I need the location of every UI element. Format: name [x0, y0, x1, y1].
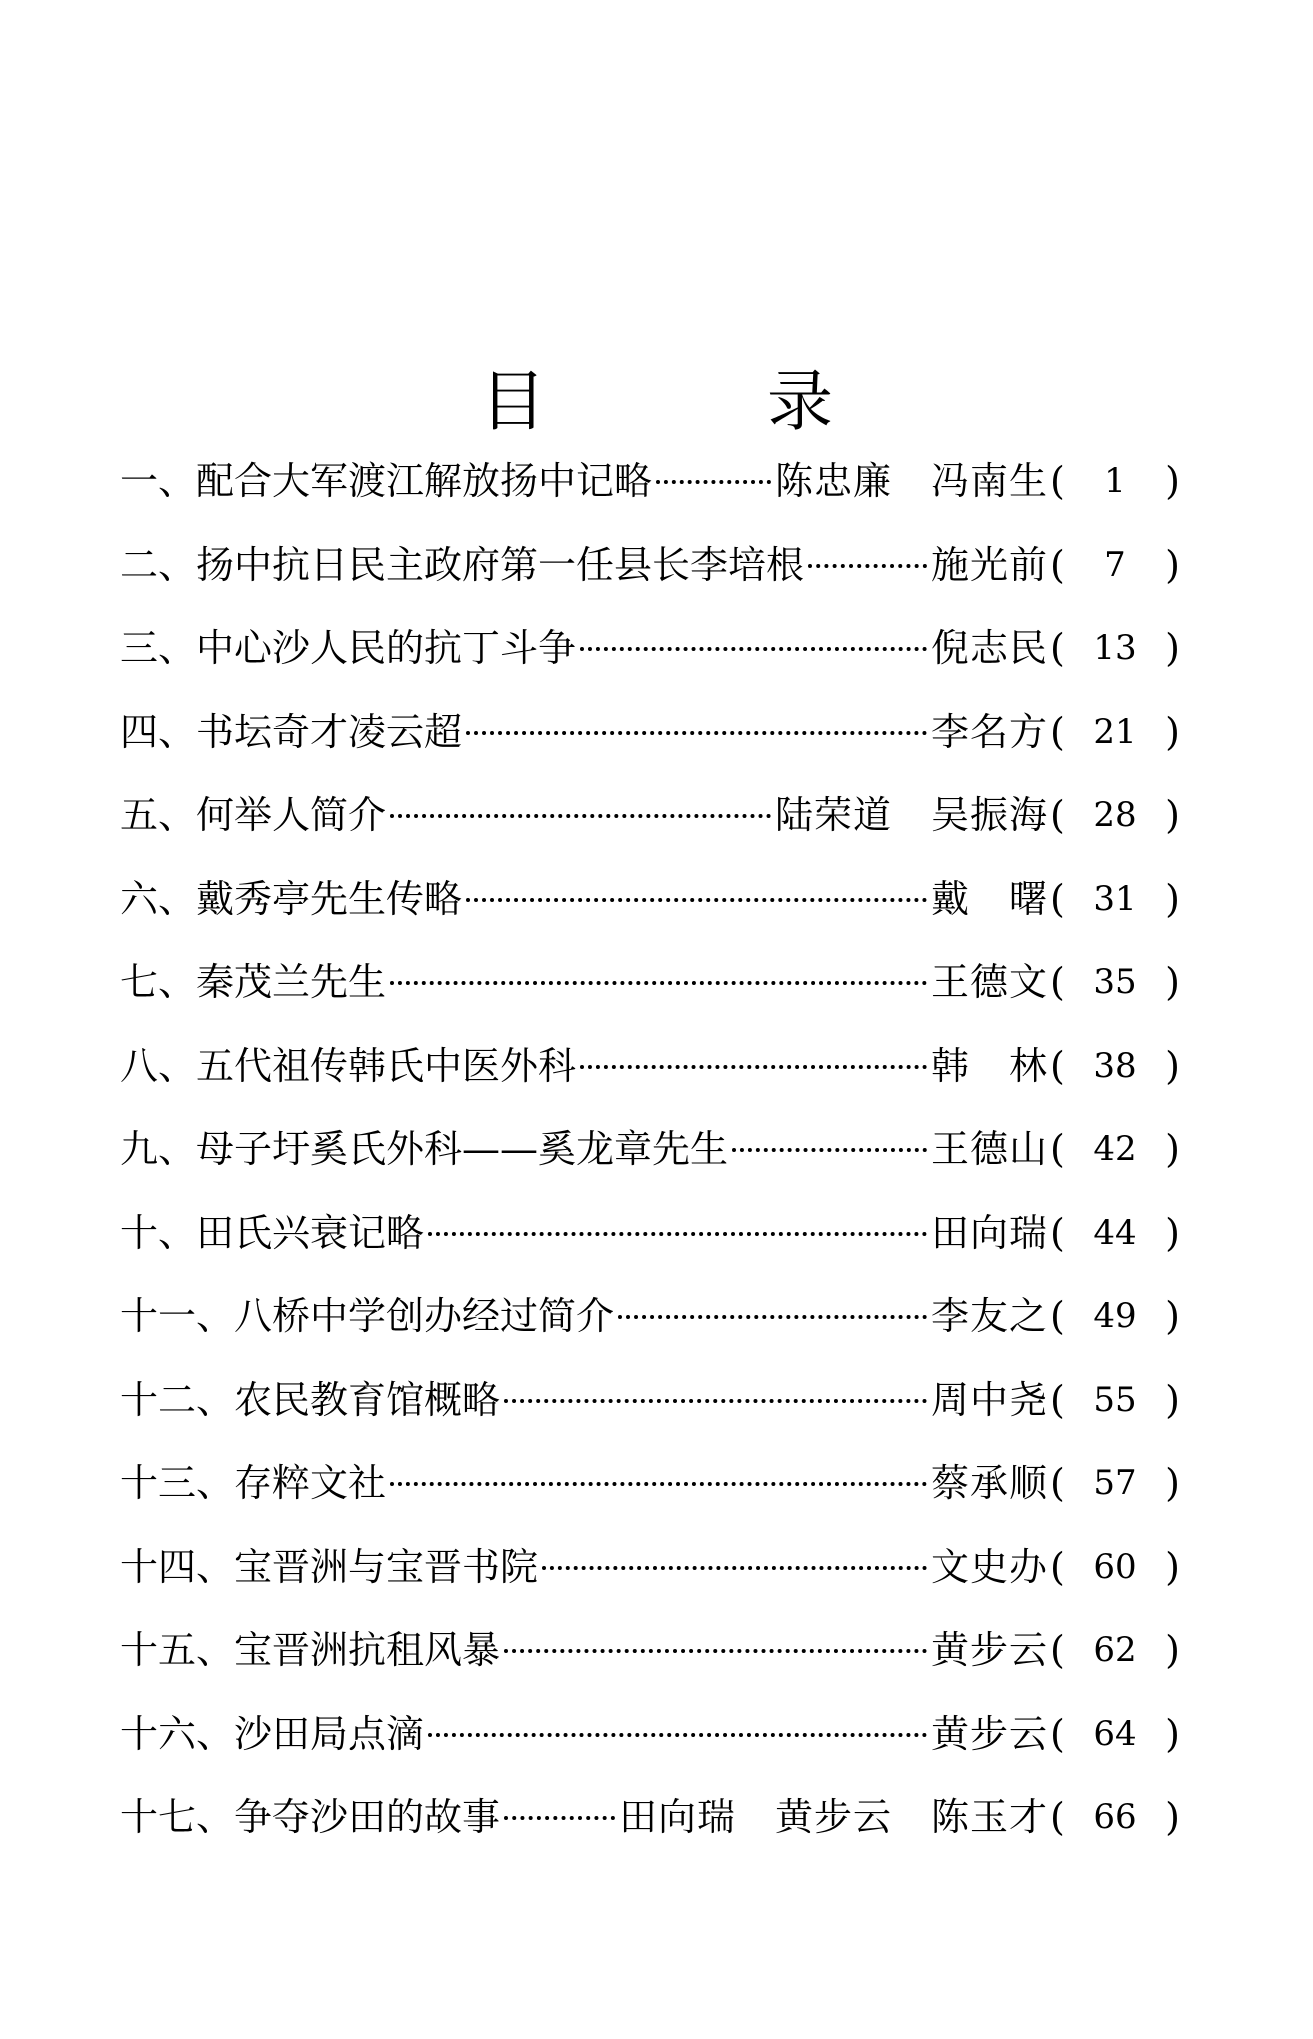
close-paren: ) [1165, 1294, 1180, 1338]
dot-leader [618, 1315, 927, 1319]
toc-entry-page-number: 64 [1093, 1713, 1137, 1754]
toc-entry-page-number: 31 [1093, 878, 1137, 919]
toc-entry-title: 十四、宝晋洲与宝晋书院 [120, 1544, 539, 1589]
toc-entry-page-ref [1050, 858, 1180, 942]
toc-entry-page-ref [1050, 440, 1180, 524]
toc-entry-title: 七、秦茂兰先生 [120, 960, 387, 1004]
toc-entry-page-number: 60 [1093, 1546, 1137, 1587]
toc-entry-page-ref [1050, 607, 1180, 691]
toc-entry-title: 十六、沙田局点滴 [120, 1711, 425, 1756]
toc-entry-page-ref [1050, 524, 1180, 608]
toc-entry-author: 黄步云 [930, 1711, 1048, 1756]
toc-entry [120, 1526, 1180, 1610]
toc-entry-author: 田向瑞 黄步云 陈玉才 [618, 1795, 1048, 1839]
toc-entry [120, 774, 1180, 858]
open-paren: ( [1050, 1628, 1065, 1672]
close-paren: ) [1165, 793, 1180, 837]
open-paren: ( [1050, 1544, 1065, 1589]
toc-entry-page-number: 28 [1093, 795, 1137, 835]
toc-entry-title: 五、何举人简介 [120, 793, 387, 837]
close-paren: ) [1165, 960, 1180, 1004]
toc-entry-author: 黄步云 [930, 1628, 1048, 1672]
toc-entry-author: 陆荣道 吴振海 [774, 793, 1048, 837]
close-paren: ) [1165, 709, 1180, 754]
toc-entry [120, 1442, 1180, 1526]
toc-entry-page-number: 55 [1093, 1379, 1137, 1420]
toc-entry-page-number: 49 [1093, 1296, 1137, 1336]
toc-entry-page-ref [1050, 1776, 1180, 1860]
toc-entry-page-ref [1050, 1192, 1180, 1276]
open-paren: ( [1050, 1294, 1065, 1338]
toc-entry [120, 1192, 1180, 1276]
toc-entry-page-ref [1050, 941, 1180, 1025]
open-paren: ( [1050, 1127, 1065, 1171]
close-paren: ) [1165, 1127, 1180, 1171]
toc-entry-author: 韩 林 [930, 1043, 1048, 1088]
toc-entry-author: 文史办 [930, 1544, 1048, 1589]
toc-entry-author: 王德山 [930, 1127, 1048, 1171]
table-of-contents [120, 440, 1180, 1860]
toc-entry-title: 十五、宝晋洲抗租风暴 [120, 1628, 501, 1672]
toc-entry-page-number: 62 [1093, 1630, 1137, 1670]
toc-entry-title: 一、配合大军渡江解放扬中记略 [120, 459, 653, 503]
dot-leader [466, 731, 927, 735]
toc-entry [120, 1693, 1180, 1777]
toc-entry [120, 524, 1180, 608]
dot-leader [390, 814, 771, 818]
toc-entry-title: 十一、八桥中学创办经过简介 [120, 1294, 615, 1338]
close-paren: ) [1165, 1043, 1180, 1088]
toc-entry-author: 王德文 [930, 960, 1048, 1004]
toc-entry-author: 施光前 [930, 542, 1048, 587]
open-paren: ( [1050, 1711, 1065, 1756]
toc-entry-page-number: 57 [1093, 1463, 1137, 1503]
open-paren: ( [1050, 542, 1065, 587]
close-paren: ) [1165, 626, 1180, 670]
toc-entry [120, 1776, 1180, 1860]
toc-entry-page-number: 21 [1093, 711, 1137, 752]
open-paren: ( [1050, 626, 1065, 670]
open-paren: ( [1050, 709, 1065, 754]
dot-leader [428, 1232, 927, 1236]
toc-entry [120, 691, 1180, 775]
toc-entry-page-number: 13 [1093, 628, 1137, 668]
toc-entry-page-ref [1050, 1359, 1180, 1443]
toc-entry-page-ref [1050, 1526, 1180, 1610]
toc-entry-title: 十、田氏兴衰记略 [120, 1210, 425, 1255]
toc-entry-page-ref [1050, 691, 1180, 775]
toc-entry [120, 941, 1180, 1025]
close-paren: ) [1165, 1711, 1180, 1756]
dot-leader [504, 1649, 927, 1653]
close-paren: ) [1165, 542, 1180, 587]
dot-leader [504, 1816, 615, 1820]
open-paren: ( [1050, 459, 1065, 503]
dot-leader [808, 564, 927, 568]
toc-entry-title: 十二、农民教育馆概略 [120, 1377, 501, 1422]
toc-entry-page-number: 7 [1104, 544, 1126, 585]
page-title: 目 录 [480, 363, 933, 441]
open-paren: ( [1050, 1795, 1065, 1839]
dot-leader [466, 898, 927, 902]
toc-entry [120, 1275, 1180, 1359]
toc-entry-author: 李名方 [930, 709, 1048, 754]
open-paren: ( [1050, 1461, 1065, 1505]
toc-entry [120, 1359, 1180, 1443]
toc-entry-page-number: 66 [1093, 1797, 1137, 1837]
toc-entry-author: 戴 曙 [930, 876, 1048, 921]
close-paren: ) [1165, 1795, 1180, 1839]
toc-entry-title: 十三、存粹文社 [120, 1461, 387, 1505]
toc-entry-title: 八、五代祖传韩氏中医外科 [120, 1043, 577, 1088]
toc-entry-page-ref [1050, 1442, 1180, 1526]
toc-entry [120, 607, 1180, 691]
toc-entry-page-ref [1050, 1108, 1180, 1192]
open-paren: ( [1050, 1043, 1065, 1088]
toc-entry-page-number: 1 [1104, 461, 1126, 501]
toc-entry-page-number: 38 [1093, 1045, 1137, 1086]
toc-entry-page-number: 42 [1093, 1129, 1137, 1169]
dot-leader [656, 480, 771, 484]
toc-entry [120, 858, 1180, 942]
toc-entry [120, 440, 1180, 524]
toc-entry-author: 李友之 [930, 1294, 1048, 1338]
toc-entry-title: 九、母子圩奚氏外科——奚龙章先生 [120, 1127, 729, 1171]
close-paren: ) [1165, 459, 1180, 503]
dot-leader [428, 1733, 927, 1737]
dot-leader [542, 1566, 927, 1570]
open-paren: ( [1050, 793, 1065, 837]
close-paren: ) [1165, 876, 1180, 921]
toc-entry-page-number: 35 [1093, 962, 1137, 1002]
toc-entry-title: 三、中心沙人民的抗丁斗争 [120, 626, 577, 670]
dot-leader [390, 1482, 927, 1486]
open-paren: ( [1050, 876, 1065, 921]
close-paren: ) [1165, 1544, 1180, 1589]
close-paren: ) [1165, 1377, 1180, 1422]
toc-entry [120, 1108, 1180, 1192]
dot-leader [580, 647, 927, 651]
toc-entry-page-ref [1050, 1025, 1180, 1109]
toc-entry-page-ref [1050, 1609, 1180, 1693]
toc-entry-title: 十七、争夺沙田的故事 [120, 1795, 501, 1839]
toc-entry-title: 二、扬中抗日民主政府第一任县长李培根 [120, 542, 805, 587]
dot-leader [732, 1148, 927, 1152]
dot-leader [504, 1399, 927, 1403]
toc-entry-author: 陈忠廉 冯南生 [774, 459, 1048, 503]
dot-leader [390, 981, 927, 985]
close-paren: ) [1165, 1210, 1180, 1255]
toc-entry-title: 四、书坛奇才凌云超 [120, 709, 463, 754]
toc-entry-page-number: 44 [1093, 1212, 1137, 1253]
toc-entry-page-ref [1050, 1693, 1180, 1777]
toc-entry [120, 1025, 1180, 1109]
close-paren: ) [1165, 1461, 1180, 1505]
toc-entry [120, 1609, 1180, 1693]
toc-entry-author: 倪志民 [930, 626, 1048, 670]
toc-entry-page-ref [1050, 1275, 1180, 1359]
open-paren: ( [1050, 960, 1065, 1004]
open-paren: ( [1050, 1377, 1065, 1422]
toc-entry-author: 周中尧 [930, 1377, 1048, 1422]
toc-entry-title: 六、戴秀亭先生传略 [120, 876, 463, 921]
toc-entry-author: 田向瑞 [930, 1210, 1048, 1255]
open-paren: ( [1050, 1210, 1065, 1255]
toc-entry-page-ref [1050, 774, 1180, 858]
dot-leader [580, 1065, 927, 1069]
close-paren: ) [1165, 1628, 1180, 1672]
toc-entry-author: 蔡承顺 [930, 1461, 1048, 1505]
